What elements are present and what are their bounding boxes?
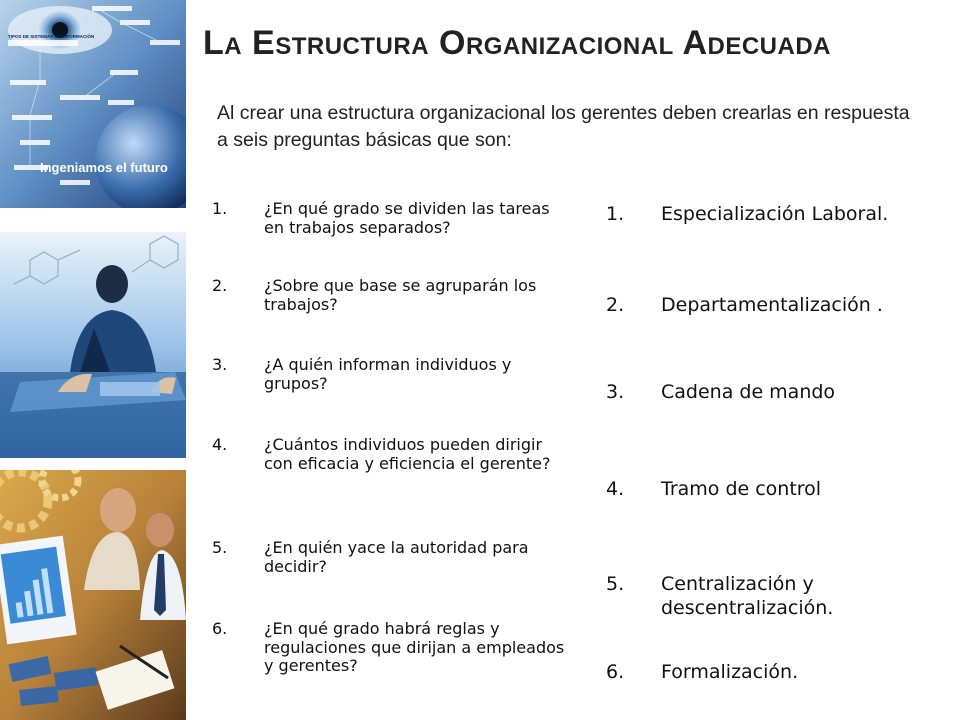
question-text: ¿En quién yace la autoridad para decidir? bbox=[264, 538, 529, 576]
question-number: 2. bbox=[212, 276, 228, 295]
answer-item bbox=[600, 294, 941, 318]
answer-text: Departamentalización . bbox=[661, 294, 883, 316]
answer-item bbox=[600, 203, 941, 227]
question-item bbox=[206, 356, 569, 393]
question-text: ¿A quién informan individuos y grupos? bbox=[264, 355, 512, 393]
answer-number: 4. bbox=[606, 478, 625, 500]
answer-text: Centralización y descentralización. bbox=[661, 573, 834, 619]
question-number: 1. bbox=[212, 199, 228, 218]
answer-item bbox=[600, 381, 941, 405]
answer-text: Cadena de mando bbox=[661, 381, 836, 403]
answer-text: Formalización. bbox=[661, 661, 799, 683]
image-sidebar bbox=[0, 0, 186, 720]
question-text: ¿En qué grado se dividen las tareas en trabajos separados? bbox=[264, 199, 550, 237]
answer-text: Tramo de control bbox=[661, 478, 822, 500]
answer-number: 5. bbox=[606, 573, 625, 595]
question-number: 4. bbox=[212, 435, 228, 454]
question-item bbox=[206, 436, 569, 473]
answer-item bbox=[600, 573, 941, 620]
answer-number: 3. bbox=[606, 381, 625, 403]
question-item bbox=[206, 200, 569, 237]
answer-item bbox=[600, 478, 941, 502]
question-item bbox=[206, 539, 569, 576]
question-item bbox=[206, 277, 569, 314]
intro-text: Al crear una estructura organizacional los gerentes deben crearlas en respuesta a seis preguntas básicas que son: bbox=[217, 102, 910, 151]
question-number: 6. bbox=[212, 619, 228, 638]
page-title: La Estructura Organizacional Adecuada bbox=[203, 24, 831, 62]
question-text: ¿En qué grado habrá reglas y regulaciones que dirijan a empleados y gerentes? bbox=[264, 619, 565, 675]
answer-number: 2. bbox=[606, 294, 625, 316]
image-header-text: TIPOS DE SISTEMAS DE INFORMACIÓN bbox=[8, 34, 95, 39]
question-number: 5. bbox=[212, 538, 228, 557]
information-systems-image bbox=[0, 0, 186, 208]
question-text: ¿Sobre que base se agruparán los trabajos? bbox=[264, 276, 537, 314]
question-number: 3. bbox=[212, 355, 228, 374]
answer-text: Especialización Laboral. bbox=[661, 203, 889, 225]
question-text: ¿Cuántos individuos pueden dirigir con eficacia y eficiencia el gerente? bbox=[264, 435, 551, 473]
answer-item bbox=[600, 661, 941, 685]
image-caption-text: Ingeniamos el futuro bbox=[40, 160, 168, 175]
question-item bbox=[206, 620, 569, 676]
answer-number: 1. bbox=[606, 203, 625, 225]
business-team-image bbox=[0, 470, 186, 720]
answer-number: 6. bbox=[606, 661, 625, 683]
worker-desk-image bbox=[0, 232, 186, 458]
